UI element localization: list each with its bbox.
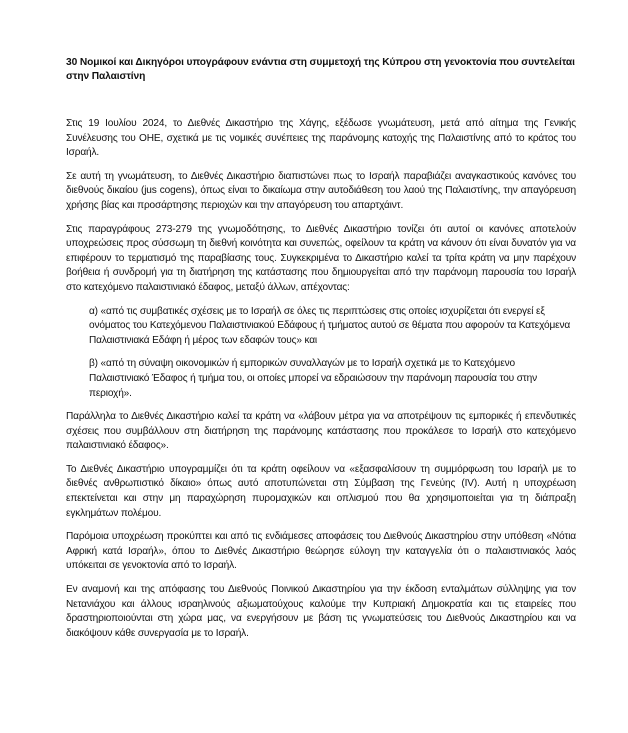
document-title: 30 Νομικοί και Δικηγόροι υπογράφουν ενάντια στη συμμετοχή της Κύπρου στη γενοκτονία που συντελείται στην Παλαιστίνη [66, 57, 575, 82]
paragraph-humanitarian-law: Το Διεθνές Δικαστήριο υπογραμμίζει ότι τα κράτη οφείλουν να «εξασφαλίσουν τη συμμόρφωση του Ισραήλ με το διεθνές ανθρωπιστικό δίκαιο» όπως αυτό αποτυπώνεται στη Σύμβαση της Γενεύης (IV). Αυτή η υποχρέωση επεκτείνεται και στην μη παραχώρηση πυρομαχικών και οπλισμού που θα χρησιμοποιείται για τη διάπραξη εγκλημάτων πολέμου. [66, 463, 576, 519]
paragraph-intro: Στις 19 Ιουλίου 2024, το Διεθνές Δικαστήριο της Χάγης, εξέδωσε γνωμάτευση, μετά από αίτημα της Γενικής Συνέλευσης του ΟΗΕ, σχετικά με τις νομικές συνέπειες της παράνομης κατοχής της Παλαιστίνης από το κράτος του Ισραήλ. [66, 118, 576, 159]
paragraph-opinion: Σε αυτή τη γνωμάτευση, το Διεθνές Δικαστήριο διαπιστώνει πως το Ισραήλ παραβιάζει αναγκαστικούς κανόνες του διεθνούς δικαίου (jus cogens), όπως είναι το δικαίωμα στην αυτοδιάθεση του λαού της Παλαιστίνης, την απαγόρευση χρήσης βίας και προσάρτησης περιοχών και την απαγόρευση του απαρτχάιντ. [66, 170, 576, 211]
paragraph-item-a: α) «από τις συμβατικές σχέσεις με το Ισραήλ σε όλες τις περιπτώσεις στις οποίες ισχυρίζεται ότι ενεργεί εξ ονόματος του Κατεχόμενου Παλαιστινιακού Εδάφους ή τμήματος αυτού σε θέματα που αφορούν τα Κατεχόμενα Παλαιστινιακά Εδάφη ή μέρος των εδαφών τους» και [89, 305, 571, 346]
document-page [66, 56, 576, 650]
paragraph-measures: Παράλληλα το Διεθνές Δικαστήριο καλεί τα κράτη να «λάβουν μέτρα για να αποτρέψουν τις εμπορικές ή επενδυτικές σχέσεις που συμβάλλουν στη διατήρηση της παράνομης κατάστασης που προκάλεσε το Ισραήλ στο κατεχόμενο παλαιστινιακό έδαφος». [66, 411, 576, 452]
paragraph-obligations: Στις παραγράφους 273-279 της γνωμοδότησης, το Διεθνές Δικαστήριο τονίζει ότι αυτοί οι κανόνες αποτελούν υποχρεώσεις προς σύσσωμη τη διεθνή κοινότητα και συνεπώς, οφείλουν τα κράτη να κάνουν ότι είναι δυνατόν για να επιφέρουν το τερματισμό της παραβίασης τους. Συγκεκριμένα το Δικαστήριο καλεί τα τρίτα κράτη να μην παρέχουν βοήθεια ή συνδρομή για τη διατήρηση της κατάστασης που δημιουργείται από την παράνομη παρουσία του Ισραήλ στο κατεχόμενο παλαιστινιακό έδαφος, μεταξύ άλλων, απέχοντας: [66, 223, 576, 293]
paragraph-genocide-case: Παρόμοια υποχρέωση προκύπτει και από τις ενδιάμεσες αποφάσεις του Διεθνούς Δικαστηρίου στην υπόθεση «Νότια Αφρική κατά Ισραήλ», όπου το Διεθνές Δικαστήριο θεώρησε εύλογη την καταγγελία ότι ο παλαιστινιακός λαός υπόκειται σε γενοκτονία από το Ισραήλ. [66, 531, 576, 572]
paragraph-call-to-action: Εν αναμονή και της απόφασης του Διεθνούς Ποινικού Δικαστηρίου για την έκδοση ενταλμάτων σύλληψης για τον Νετανιάχου και άλλους ισραηλινούς αξιωματούχους καλούμε την Κυπριακή Δημοκρατία και τις εταιρείες που δραστηριοποιούνται στη χώρα μας, να ενεργήσουν με βάση τις γνωματεύσεις του Διεθνούς Δικαστηρίου και να διακόψουν κάθε συνεργασία με το Ισραήλ. [66, 584, 576, 639]
paragraph-item-b: β) «από τη σύναψη οικονομικών ή εμπορικών συναλλαγών με το Ισραήλ σχετικά με το Κατεχόμενο Παλαιστινιακό Έδαφος ή τμήμα του, οι οποίες μπορεί να εδραιώσουν την παράνομη παρουσία του στην περιοχή». [89, 358, 537, 399]
